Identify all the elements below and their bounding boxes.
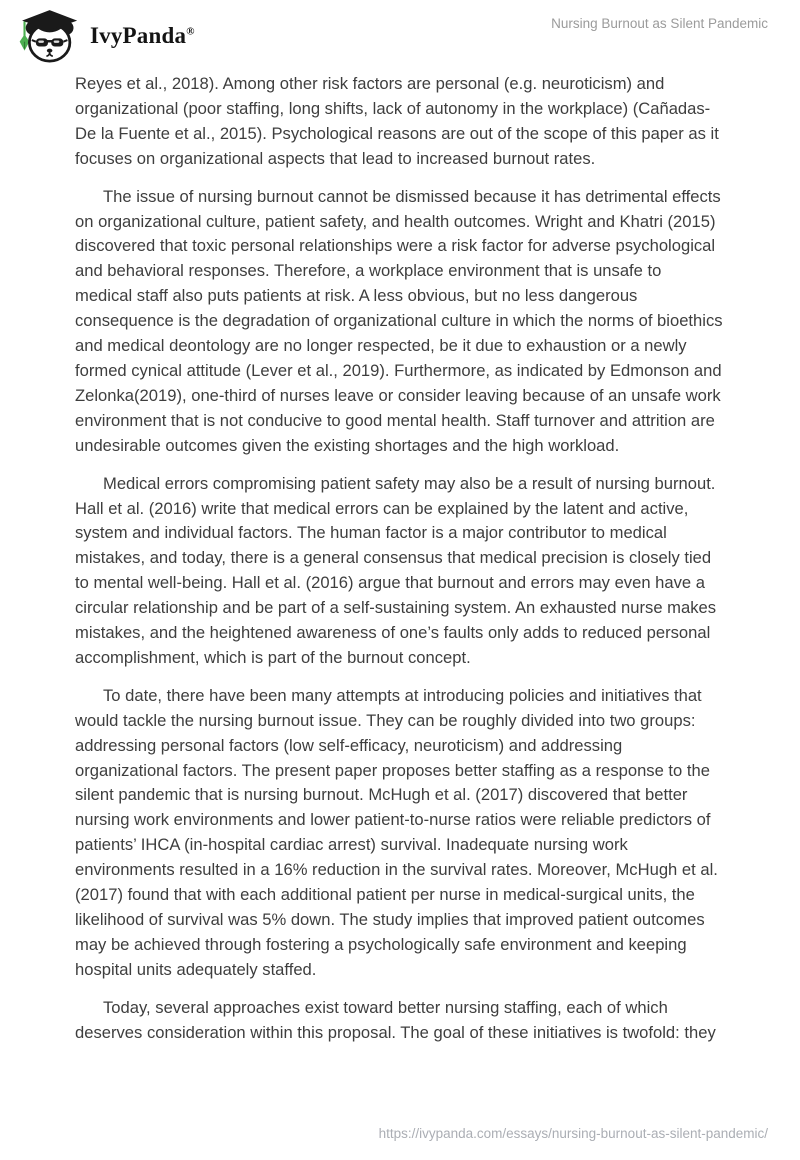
- essay-paragraph: Today, several approaches exist toward better nursing staffing, each of which deserves consideration within this proposal. The goal of these initiatives is twofold: they: [75, 997, 716, 1042]
- brand-name-text: IvyPanda: [90, 23, 187, 48]
- source-url: https://ivypanda.com/essays/nursing-burnout-as-silent-pandemic/: [378, 1126, 768, 1141]
- essay-paragraph: The issue of nursing burnout cannot be dismissed because it has detrimental effects on organizational culture, patient safety, and health outcomes. Wright and Khatri (2015) discovered that toxic personal relationships were a risk factor for adverse psychological and behavioral responses. Therefore, a workplace environment that is unsafe to medical staff also puts patients at risk. A less obvious, but no less dangerous consequence is the degradation of organizational culture in which the norms of bioethics and medical deontology are no longer respected, be it due to exhaustion or a newly formed cynical attitude (Lever et al., 2019). Furthermore, as indicated by Edmonson and Zelonka(2019), one-third of nurses leave or consider leaving because of an unsafe work environment that is not conducive to good mental health. Staff turnover and attrition are undesirable outcomes given the existing shortages and the high workload.: [75, 186, 723, 455]
- brand-name: [90, 8, 195, 64]
- ivypanda-panda-graduate-icon: [14, 8, 82, 64]
- ivypanda-brand: [14, 8, 195, 64]
- essay-body: [75, 72, 723, 1059]
- essay-paragraph: Reyes et al., 2018). Among other risk factors are personal (e.g. neuroticism) and organizational (poor staffing, long shifts, lack of autonomy in the workplace) (Cañadas-De la Fuente et al., 2015). Psychological reasons are out of the scope of this paper as it focuses on organizational aspects that lead to increased burnout rates.: [75, 74, 719, 168]
- document-title: Nursing Burnout as Silent Pandemic: [551, 16, 768, 31]
- page-header: [14, 8, 768, 66]
- essay-paragraph: Medical errors compromising patient safety may also be a result of nursing burnout. Hall et al. (2016) write that medical errors can be explained by the latent and active, system and individual factors. The human factor is a major contributor to medical mistakes, and today, there is a general consensus that medical precision is closely tied to mental well-being. Hall et al. (2016) argue that burnout and errors may even have a circular relationship and be part of a self-sustaining system. An exhausted nurse makes mistakes, and the heightened awareness of one’s faults only adds to reduced personal accomplishment, which is part of the burnout concept.: [75, 473, 717, 667]
- essay-paragraph: To date, there have been many attempts at introducing policies and initiatives that would tackle the nursing burnout issue. They can be roughly divided into two groups: addressing personal factors (low self-efficacy, neuroticism) and addressing organizational factors. The present paper proposes better staffing as a response to the silent pandemic that is nursing burnout. McHugh et al. (2017) discovered that better nursing work environments and lower patient-to-nurse ratios were reliable predictors of patients’ IHCA (in-hospital cardiac arrest) survival. Inadequate nursing work environments resulted in a 16% reduction in the survival rates. Moreover, McHugh et al. (2017) found that with each additional patient per nurse in medical-surgical units, the likelihood of survival was 5% down. The study implies that improved patient outcomes may be achieved through fostering a psychologically safe environment and keeping hospital units adequately staffed.: [75, 685, 718, 979]
- registered-trademark-symbol: ®: [186, 25, 195, 38]
